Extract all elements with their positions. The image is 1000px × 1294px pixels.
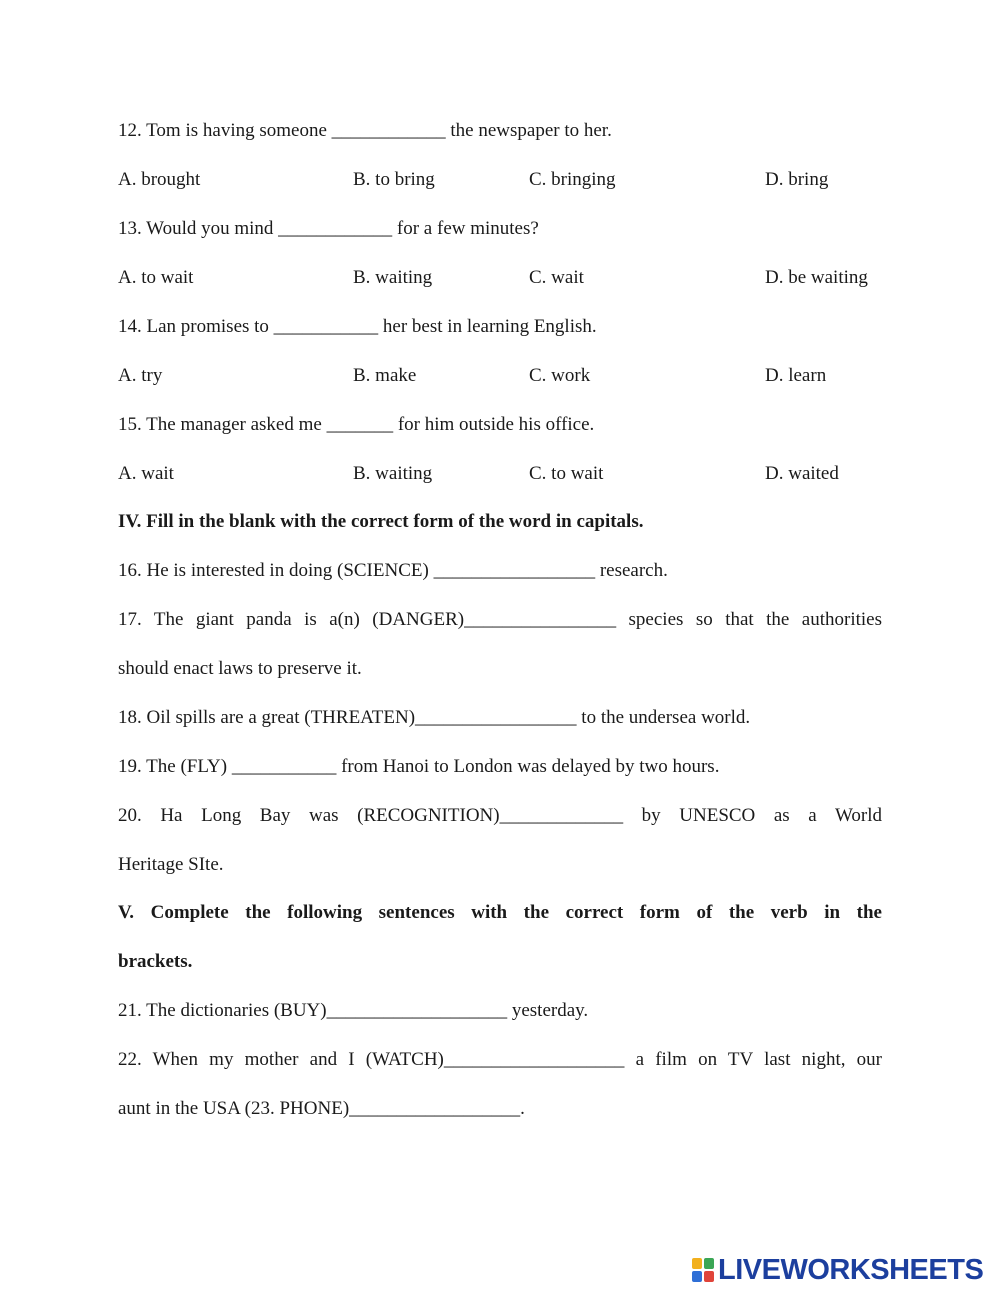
question-21: 21. The dictionaries (BUY)___________________ yesterday.	[118, 1000, 589, 1021]
option-c[interactable]: C. to wait	[529, 463, 604, 484]
question-16: 16. He is interested in doing (SCIENCE) _________________ research.	[118, 560, 668, 581]
option-b[interactable]: B. waiting	[353, 463, 433, 484]
option-b[interactable]: B. waiting	[353, 267, 433, 288]
option-d[interactable]: D. learn	[765, 365, 827, 386]
option-d[interactable]: D. waited	[765, 463, 839, 484]
option-a[interactable]: A. try	[118, 365, 163, 386]
question-14-stem: 14. Lan promises to ___________ her best in learning English.	[118, 316, 597, 337]
liveworksheets-logo-icon	[692, 1258, 714, 1282]
option-d[interactable]: D. bring	[765, 169, 829, 190]
option-c[interactable]: C. bringing	[529, 169, 616, 190]
question-12-stem: 12. Tom is having someone ____________ the newspaper to her.	[118, 120, 612, 141]
option-b[interactable]: B. make	[353, 365, 417, 386]
option-a[interactable]: A. brought	[118, 169, 201, 190]
question-18: 18. Oil spills are a great (THREATEN)_________________ to the undersea world.	[118, 707, 751, 728]
question-17-line-2: should enact laws to preserve it.	[118, 658, 362, 679]
liveworksheets-logo	[692, 1255, 983, 1285]
question-17-line-1: 17. The giant panda is a(n) (DANGER)________________ species so that the authorities	[118, 609, 882, 630]
option-a[interactable]: A. wait	[118, 463, 174, 484]
question-20-line-2: Heritage SIte.	[118, 854, 224, 875]
option-d[interactable]: D. be waiting	[765, 267, 868, 288]
question-19: 19. The (FLY) ___________ from Hanoi to London was delayed by two hours.	[118, 756, 720, 777]
option-b[interactable]: B. to bring	[353, 169, 435, 190]
question-15-stem: 15. The manager asked me _______ for him outside his office.	[118, 414, 595, 435]
section-v-heading-line-2: brackets.	[118, 951, 193, 972]
question-13-stem: 13. Would you mind ____________ for a few minutes?	[118, 218, 539, 239]
logo-text: LIVEWORKSHEETS	[718, 1253, 984, 1286]
option-c[interactable]: C. work	[529, 365, 591, 386]
section-v-heading-line-1: V. Complete the following sentences with the correct form of the verb in the	[118, 902, 882, 923]
section-iv-heading: IV. Fill in the blank with the correct form of the word in capitals.	[118, 511, 644, 532]
option-a[interactable]: A. to wait	[118, 267, 194, 288]
question-20-line-1: 20. Ha Long Bay was (RECOGNITION)_____________ by UNESCO as a World	[118, 805, 882, 826]
question-22-line-2: aunt in the USA (23. PHONE)__________________.	[118, 1098, 525, 1119]
question-22-line-1: 22. When my mother and I (WATCH)___________________ a film on TV last night, our	[118, 1049, 882, 1070]
option-c[interactable]: C. wait	[529, 267, 584, 288]
